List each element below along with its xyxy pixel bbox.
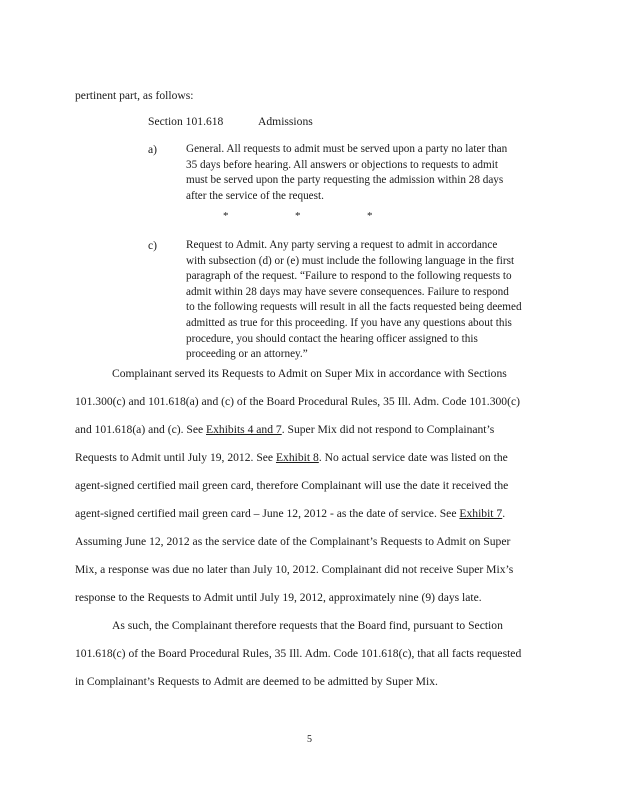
paragraph-1-line [75, 423, 494, 437]
text-run: . [502, 507, 506, 520]
text-run: agent-signed certified mail green card – June 12, 2012 - as the date of service. See [75, 507, 460, 520]
exhibit-reference: Exhibit 8 [275, 451, 319, 464]
paragraph-1-line: agent-signed certified mail green card, therefore Complainant will use the date it received the [75, 479, 509, 492]
paragraph-2-line: 101.618(c) of the Board Procedural Rules, 35 Ill. Adm. Code 101.618(c), that all facts requested [75, 647, 522, 660]
ellipsis-star: * [367, 210, 373, 222]
paragraph-1-line: response to the Requests to Admit until July 19, 2012, approximately nine (9) days late. [75, 591, 482, 604]
item-c-marker: c) [148, 239, 158, 252]
paragraph-1-line: 101.300(c) and 101.618(a) and (c) of the Board Procedural Rules, 35 Ill. Adm. Code 101.300(c) [75, 395, 520, 408]
section-title: Admissions [258, 115, 313, 128]
paragraph-2-line: in Complainant’s Requests to Admit are deemed to be admitted by Super Mix. [75, 675, 438, 688]
paragraph-2-line: As such, the Complainant therefore requests that the Board find, pursuant to Section [112, 619, 503, 632]
section-label: Section 101.618 [148, 115, 224, 128]
item-c-line: admitted as true for this proceeding. If you have any questions about this [186, 316, 512, 329]
item-c-text [186, 238, 566, 363]
ellipsis-star: * [295, 210, 301, 222]
page-number: 5 [307, 734, 312, 745]
item-a-line: must be served upon the party requesting the admission within 28 days [186, 174, 504, 187]
item-c-line: paragraph of the request. “Failure to respond to the following requests to [186, 270, 512, 283]
item-c-line: with subsection (d) or (e) must include the following language in the first [186, 254, 515, 267]
item-a-line: after the service of the request. [186, 189, 324, 202]
paragraph-1-line: Mix, a response was due no later than July 10, 2012. Complainant did not receive Super Mix’s [75, 563, 514, 576]
item-c-line: procedure, you should contact the hearing officer assigned to this [186, 332, 478, 345]
paragraph-1-line: Assuming June 12, 2012 as the service date of the Complainant’s Requests to Admit on Super [75, 535, 511, 548]
exhibit-reference: Exhibit 7 [459, 507, 503, 520]
item-a-text [186, 142, 566, 204]
text-run: . No actual service date was listed on the [318, 451, 508, 464]
item-c-line: admit within 28 days may have severe consequences. Failure to respond [186, 285, 509, 298]
item-a-marker: a) [148, 143, 158, 156]
text-run: and 101.618(a) and (c). See [75, 423, 207, 436]
item-c-line: to the following requests will result in all the facts requested being deemed [186, 301, 522, 314]
ellipsis-star: * [223, 210, 229, 222]
item-a-line: General. All requests to admit must be served upon a party no later than [186, 143, 508, 155]
item-c-line: Request to Admit. Any party serving a request to admit in accordance [186, 239, 498, 251]
item-c-line: proceeding or an attorney.” [186, 348, 308, 361]
paragraph-1-line [75, 451, 508, 465]
intro-line: pertinent part, as follows: [75, 89, 194, 102]
exhibit-reference: Exhibits 4 and 7 [206, 423, 282, 436]
text-run: . Super Mix did not respond to Complainant’s [281, 423, 495, 436]
paragraph-1-line [75, 507, 505, 521]
text-run: Requests to Admit until July 19, 2012. See [75, 451, 276, 464]
paragraph-1-line: Complainant served its Requests to Admit on Super Mix in accordance with Sections [112, 367, 507, 380]
item-a-line: 35 days before hearing. All answers or objections to requests to admit [186, 158, 498, 171]
